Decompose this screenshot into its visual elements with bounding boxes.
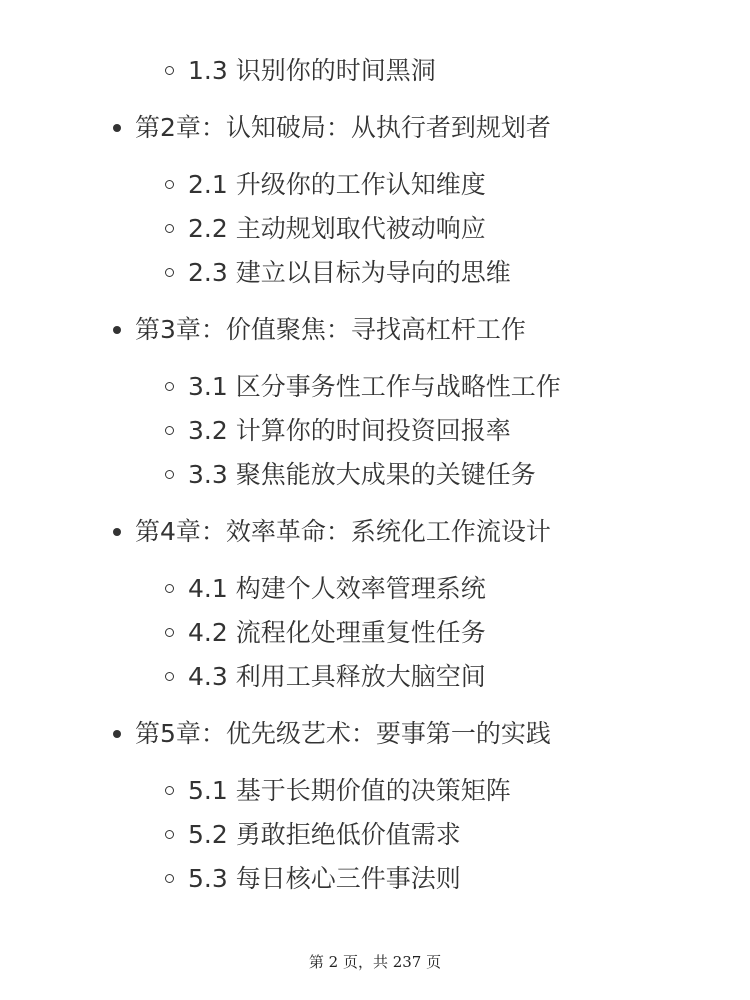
list-item-section bbox=[0, 813, 750, 857]
bullet-circle-icon bbox=[165, 672, 174, 681]
page-number-footer: 第 2 页，共 237 页 bbox=[308, 953, 442, 971]
section-text: 2.3 建立以目标为导向的思维 bbox=[188, 258, 511, 287]
list-item-section bbox=[0, 655, 750, 699]
bullet-dot-icon bbox=[113, 528, 121, 536]
section-text: 5.2 勇敢拒绝低价值需求 bbox=[188, 820, 461, 849]
section-text: 5.1 基于长期价值的决策矩阵 bbox=[188, 776, 511, 805]
bullet-circle-icon bbox=[165, 66, 174, 75]
section-text: 2.1 升级你的工作认知维度 bbox=[188, 170, 486, 199]
list-item-section bbox=[0, 611, 750, 655]
chapter-title: 第3章：价值聚焦：寻找高杠杆工作 bbox=[135, 315, 526, 344]
bullet-circle-icon bbox=[165, 584, 174, 593]
section-text: 5.3 每日核心三件事法则 bbox=[188, 864, 461, 893]
bullet-dot-icon bbox=[113, 124, 121, 132]
list-item-section bbox=[0, 207, 750, 251]
list-item-section bbox=[0, 857, 750, 901]
section-text: 4.2 流程化处理重复性任务 bbox=[188, 618, 486, 647]
chapter-title: 第4章：效率革命：系统化工作流设计 bbox=[135, 517, 551, 546]
chapter-title: 第2章：认知破局：从执行者到规划者 bbox=[135, 113, 551, 142]
list-item-section bbox=[0, 769, 750, 813]
section-text: 2.2 主动规划取代被动响应 bbox=[188, 214, 486, 243]
section-text: 1.3 识别你的时间黑洞 bbox=[188, 56, 436, 85]
list-item-section bbox=[0, 251, 750, 295]
section-text: 4.1 构建个人效率管理系统 bbox=[188, 574, 486, 603]
section-text: 3.2 计算你的时间投资回报率 bbox=[188, 416, 511, 445]
list-item-chapter bbox=[0, 510, 750, 554]
section-text: 4.3 利用工具释放大脑空间 bbox=[188, 662, 486, 691]
list-item-chapter bbox=[0, 712, 750, 756]
section-text: 3.3 聚焦能放大成果的关键任务 bbox=[188, 460, 536, 489]
section-text: 3.1 区分事务性工作与战略性工作 bbox=[188, 372, 561, 401]
bullet-circle-icon bbox=[165, 628, 174, 637]
bullet-circle-icon bbox=[165, 874, 174, 883]
bullet-circle-icon bbox=[165, 830, 174, 839]
chapter-title: 第5章：优先级艺术：要事第一的实践 bbox=[135, 719, 551, 748]
bullet-circle-icon bbox=[165, 470, 174, 479]
list-item-section bbox=[0, 409, 750, 453]
table-of-contents-list bbox=[0, 49, 750, 901]
bullet-circle-icon bbox=[165, 224, 174, 233]
bullet-circle-icon bbox=[165, 426, 174, 435]
list-item-section bbox=[0, 453, 750, 497]
bullet-circle-icon bbox=[165, 786, 174, 795]
list-item-chapter bbox=[0, 308, 750, 352]
list-item-section bbox=[0, 49, 750, 93]
list-item-section bbox=[0, 567, 750, 611]
bullet-circle-icon bbox=[165, 382, 174, 391]
list-item-chapter bbox=[0, 106, 750, 150]
bullet-circle-icon bbox=[165, 180, 174, 189]
bullet-circle-icon bbox=[165, 268, 174, 277]
bullet-dot-icon bbox=[113, 730, 121, 738]
list-item-section bbox=[0, 365, 750, 409]
list-item-section bbox=[0, 163, 750, 207]
bullet-dot-icon bbox=[113, 326, 121, 334]
